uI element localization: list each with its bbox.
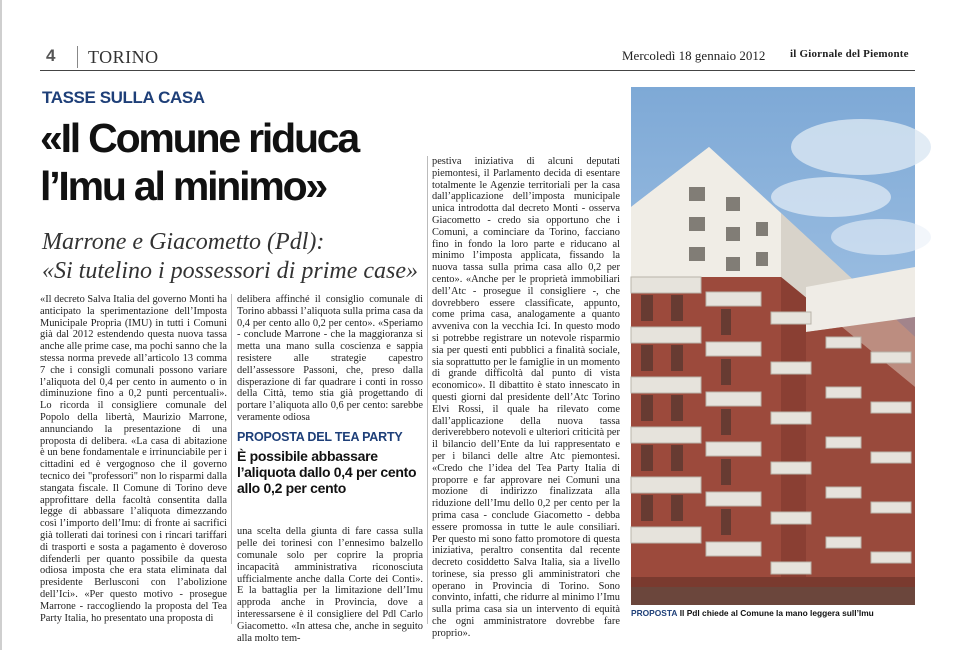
box-text: È possibile abbassare l’aliquota dallo 0,4 per cento allo 0,2 per cento bbox=[237, 448, 417, 496]
article-kicker: TASSE SULLA CASA bbox=[42, 88, 205, 107]
column-divider-2 bbox=[427, 156, 428, 624]
building-photo bbox=[631, 87, 915, 605]
caption-kicker: PROPOSTA bbox=[631, 608, 678, 618]
subheadline-line-1: Marrone e Giacometto (Pdl): bbox=[42, 229, 325, 255]
article-headline bbox=[40, 114, 440, 210]
subheadline-line-2: «Si tutelino i possessori di prime case» bbox=[42, 258, 418, 284]
article-column-2 bbox=[237, 294, 423, 424]
box-title: PROPOSTA DEL TEA PARTY bbox=[237, 430, 403, 444]
issue-date: Mercoledì 18 gennaio 2012 bbox=[622, 48, 766, 63]
column-2b-text: una scelta della giunta di fare cassa sulla pelle dei torinesi con l’ennesimo balzello comunale solo per coprire la propria incapacità amministrativa riconosciuta ufficialmente anche dalla Corte dei Conti». E la battaglia per la limitazione dell’Imu approda anche in Provincia, dove a interessarsene è il consigliere del Pdl Carlo Giacometto. «In attesa che, anche in seguito alla molto tem- bbox=[237, 526, 423, 644]
section-name: TORINO bbox=[88, 47, 159, 67]
page-number: 4 bbox=[46, 46, 56, 65]
article-column-2-continued bbox=[237, 516, 423, 644]
article-column-3 bbox=[432, 156, 620, 639]
headline-line-1: «Il Comune riduca bbox=[40, 115, 359, 161]
column-divider-1 bbox=[231, 294, 232, 624]
column-2-text: delibera affinché il consiglio comunale di Torino abbassi l’aliquota sulla prima casa da 0,4 per cento allo 0,2 per cento». «Speriamo - conclude Marrone - che la maggioranza si metta una mano sulla coscienza e sappia resistere alle strategie capestro dell’assessore Passoni, che, preso dalla disperazione di far quadrare i conti in rosso della Città, temo stia già progettando di portare l’aliquota allo 0,6 per cento: sarebbe veramente odiosa bbox=[237, 294, 423, 423]
header-separator bbox=[77, 46, 78, 68]
column-3-text: pestiva iniziativa di alcuni deputati piemontesi, il Parlamento decida di esentare totalmente le Agenzie territoriali per la casa dall’applicazione dell’imposta municipale unica introdotta dal decreto Monti - osserva Giacometto - credo sia opportuno che i Comuni, a cominciare da Torino, facciano fino in fondo la loro parte e riducano al minimo l’imposta applicata, fissando la nuova tassa sulla prima casa allo 0,2 per cento». «Anche per le proprietà immobiliari dell’Atc - prosegue il consigliere -, che dovrebbero essere classificate, appunto, come prima casa, analogamente a quanto avveniva con la vecchia Ici. In questo modo si potrebbe registrare un notevole risparmio sia per questi enti pubblici a finalità sociale, sia soprattutto per le famiglie in un momento di grande difficoltà dal punto di vista economico». Il dibattito è stato innescato in questi giorni dal presidente dell’Atc Torino Elvi Rossi, il quale ha rilevato come dall’applicazione della nuova tassa deriverebbero notevoli e ulteriori criticità per il bilancio dell’Ente da lui rappresentato e per i bilanci delle altre Atc piemontesi. «Credo che l’idea del Tea Party Italia di proporre e far approvare nei Comuni una mozione di indirizzo finalizzata alla riduzione dell’Imu dello 0,2 per cento per la prima casa - conclude Giacometto - debba essere promossa in tutte le aule consiliari. Per questo mi sono fatto promotore di questa iniziativa, peraltro consentita dal recente decreto cosiddetto Salva Italia, sia a livello torinese, sia presso gli amministratori che operano in Provincia di Torino. Sono convinto, infatti, che ridurre al minimo l’Imu sulla prima casa sia un intervento di equità che ogni amministratore dovrebbe fare proprio». bbox=[432, 156, 620, 639]
page-edge-line bbox=[0, 0, 2, 650]
headline-line-2: l’Imu al minimo» bbox=[40, 163, 327, 209]
apartment-building-illustration bbox=[631, 87, 915, 605]
newspaper-name: il Giornale del Piemonte bbox=[790, 48, 909, 60]
photo-caption bbox=[631, 608, 921, 618]
column-1-text: «Il decreto Salva Italia del governo Monti ha anticipato la sperimentazione dell’Imposta Municipale Propria (IMU) in tutti i Comuni già dal 2012 estendendo questa nuova tassa anche alle prime case, ma pochi sanno che la stessa norma prevede all’articolo 13 comma 7 che i consigli comunali possono variare l’aliquota del 0,4 per cento in aumento o in diminuzione fino a 0,2 punti percentuali». Lo ricorda il consigliere comunale del Popolo della libertà, Maurizio Marrone, annunciando la presentazione di una proposta di delibera. «La casa di abitazione è un bene fondamentale e irrinunciabile per i cittadini ed è vergognoso che il governo tecnico dei "professori" non lo risparmi dalla stangata fiscale. Il Comune di Torino deve approfittare della facoltà consentita dalla legge di abbassare l’aliquota dimezzando così l’importo dell’Imu: di fronte ai sacrifici già tollerati dai torinesi con i rincari tariffari di trasporti e sosta a pagamento è doveroso difenderli per quanto possibile da questa odiosa imposta che era stata eliminata dal presidente Berlusconi con l’abolizione dell’Ici». «Per questo motivo - prosegue Marrone - raccogliendo la proposta del Tea Party Italia, ho presentato una proposta di bbox=[40, 294, 227, 624]
caption-text: Il Pdl chiede al Comune la mano leggera sull’Imu bbox=[679, 608, 874, 618]
header-rule bbox=[40, 70, 915, 71]
article-column-1 bbox=[40, 294, 227, 624]
article-subheadline bbox=[42, 228, 432, 286]
